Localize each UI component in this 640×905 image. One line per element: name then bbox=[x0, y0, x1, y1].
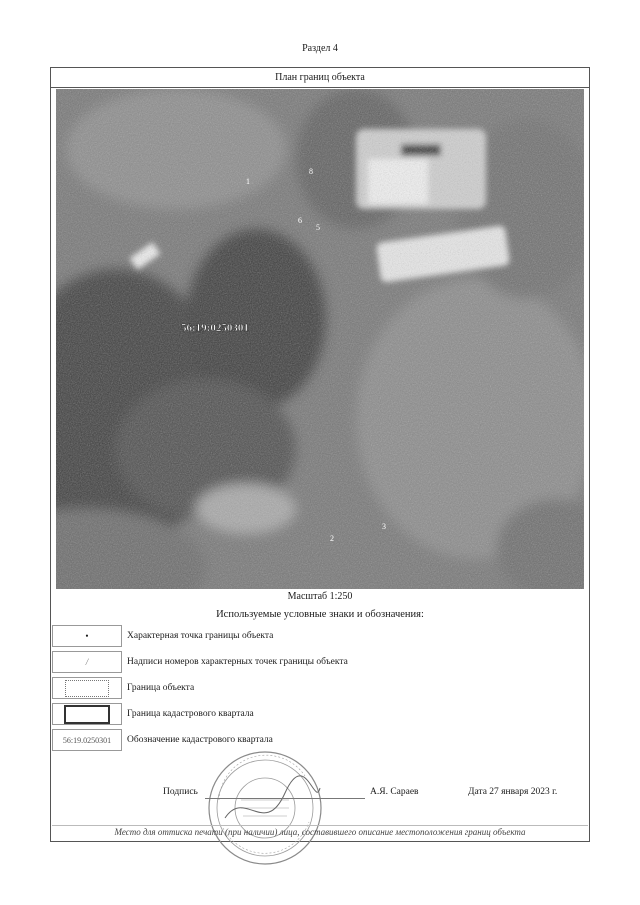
legend-quarter-label-symbol bbox=[52, 729, 122, 751]
point-label: 1 bbox=[246, 177, 250, 186]
section-title: Раздел 4 bbox=[302, 43, 338, 54]
satellite-image bbox=[56, 89, 584, 589]
legend-label-symbol bbox=[52, 651, 122, 673]
point-label: 5 bbox=[316, 223, 320, 232]
signature-label: Подпись bbox=[163, 787, 198, 797]
legend-title: Используемые условные знаки и обозначения: bbox=[216, 609, 424, 620]
point-label: 2 bbox=[330, 534, 334, 543]
plan-title: План границ объекта bbox=[51, 68, 589, 88]
boundary-point-icon: • bbox=[85, 631, 89, 641]
point-label: 8 bbox=[309, 167, 313, 176]
legend-quarter-boundary-symbol bbox=[52, 703, 122, 725]
legend-object-boundary-text: Граница объекта bbox=[127, 683, 195, 693]
legend-point-symbol bbox=[52, 625, 122, 647]
point-number-icon: / bbox=[85, 657, 89, 667]
point-label: 3 bbox=[382, 522, 386, 531]
quarter-boundary-icon bbox=[64, 705, 110, 724]
quarter-label-sample: 56:19.0250301 bbox=[62, 735, 112, 745]
signature-line bbox=[205, 798, 365, 799]
stamp-place-caption: Место для оттиска печати (при наличии) лица, составившего описание местоположения границ объекта bbox=[52, 825, 588, 837]
legend-quarter-label-text: Обозначение кадастрового квартала bbox=[127, 735, 273, 745]
signer-name: А.Я. Сараев bbox=[370, 787, 419, 797]
object-boundary-icon bbox=[65, 680, 109, 697]
legend-label-text: Надписи номеров характерных точек границы объекта bbox=[127, 657, 348, 667]
cadastral-quarter-label: 56:19:0250301 bbox=[181, 322, 249, 334]
map-scale: Масштаб 1:250 bbox=[287, 591, 353, 602]
legend-object-boundary-symbol bbox=[52, 677, 122, 699]
signature-date: Дата 27 января 2023 г. bbox=[468, 787, 558, 797]
legend-quarter-boundary-text: Граница кадастрового квартала bbox=[127, 709, 254, 719]
boundary-map bbox=[56, 89, 584, 589]
point-label: 6 bbox=[298, 216, 302, 225]
legend-point-text: Характерная точка границы объекта bbox=[127, 631, 274, 641]
seal-stamp bbox=[205, 748, 325, 868]
